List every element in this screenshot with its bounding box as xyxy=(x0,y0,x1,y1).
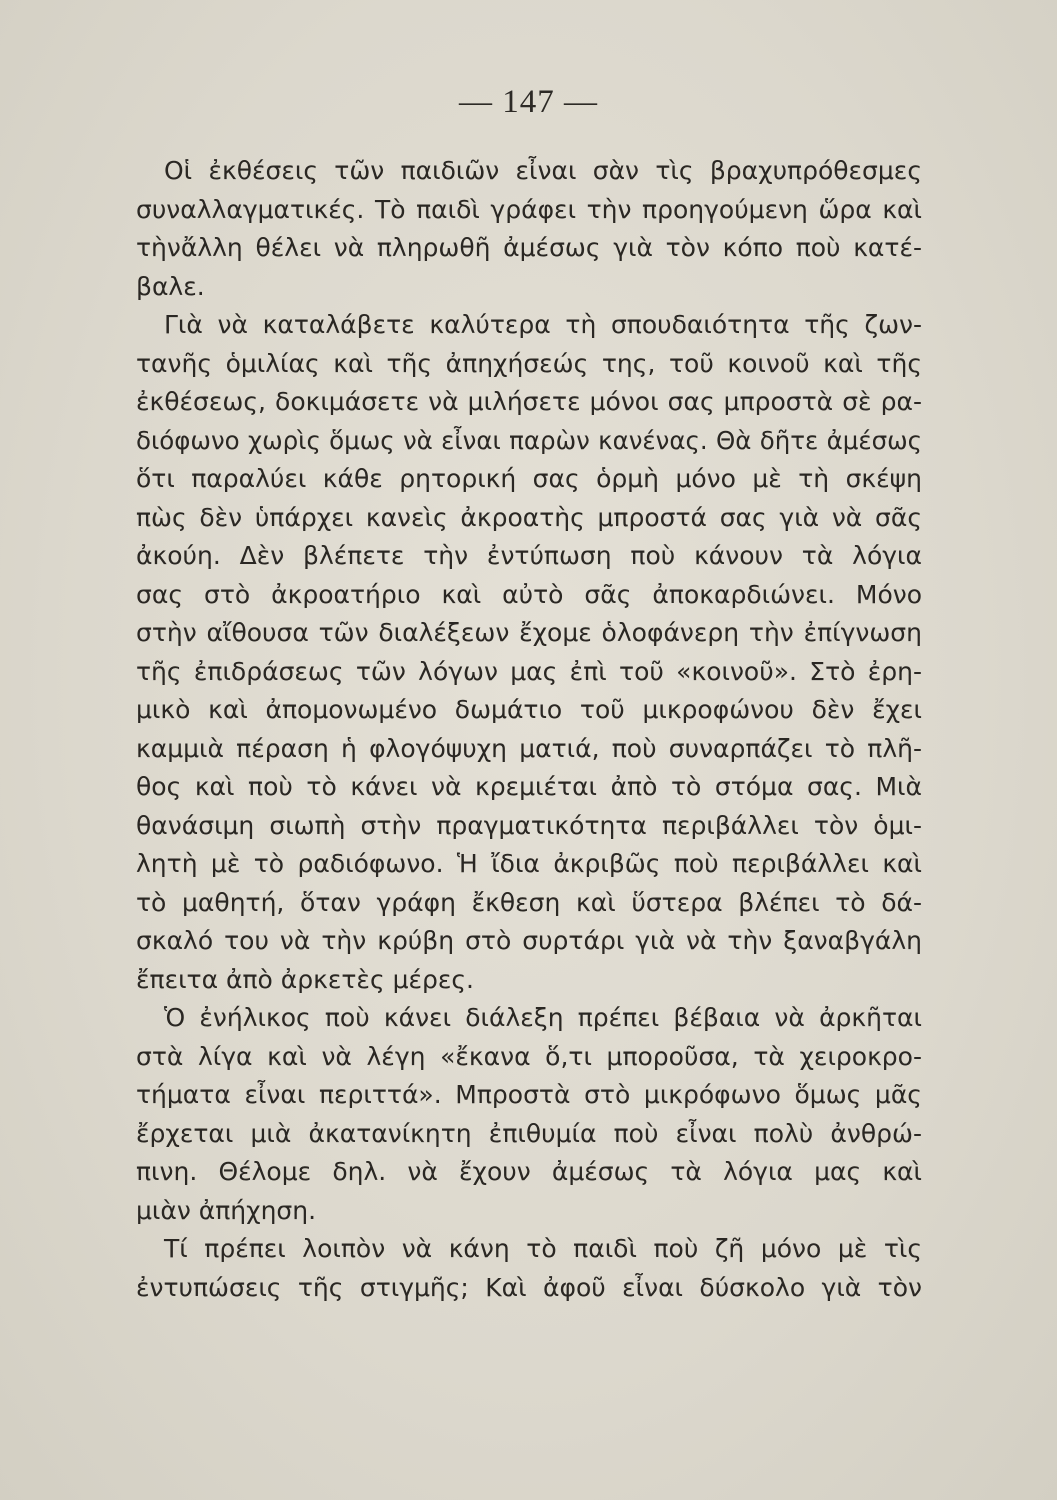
text-line: Οἱ ἐκθέσεις τῶν παιδιῶν εἶναι σὰν τὶς βραχυπρόθεσμες xyxy=(164,156,922,185)
text-line: Γιὰ νὰ καταλάβετε καλύτερα τὴ σπουδαιότητα τῆς ζων- xyxy=(164,310,922,339)
text-line: Τί πρέπει λοιπὸν νὰ κάνη τὸ παιδὶ ποὺ ζῆ μόνο μὲ τὶς xyxy=(164,1234,922,1263)
text-line: τὸ μαθητή, ὅταν γράφη ἔκθεση καὶ ὕστερα βλέπει τὸ δά- xyxy=(136,887,922,917)
body-text xyxy=(136,152,922,1307)
text-line: λητὴ μὲ τὸ ραδιόφωνο. Ἡ ἴδια ἀκριβῶς ποὺ περιβάλλει καὶ xyxy=(136,849,922,878)
text-line: ἐκθέσεως, δοκιμάσετε νὰ μιλήσετε μόνοι σας μπροστὰ σὲ ρα- xyxy=(136,387,922,416)
text-line: μιὰν ἀπήχηση. xyxy=(136,1195,317,1225)
text-line: θανάσιμη σιωπὴ στὴν πραγματικότητα περιβάλλει τὸν ὁμι- xyxy=(136,810,922,840)
text-line: ἔπειτα ἀπὸ ἀρκετὲς μέρες. xyxy=(136,964,474,994)
text-line: θος καὶ ποὺ τὸ κάνει νὰ κρεμιέται ἀπὸ τὸ στόμα σας. Μιὰ xyxy=(136,772,922,801)
text-line: ἀκούη. Δὲν βλέπετε τὴν ἐντύπωση ποὺ κάνουν τὰ λόγια xyxy=(136,541,922,570)
text-line: στὰ λίγα καὶ νὰ λέγη «ἔκανα ὅ,τι μποροῦσα, τὰ χειροκρο- xyxy=(136,1041,922,1071)
text-line: ὅτι παραλύει κάθε ρητορική σας ὁρμὴ μόνο μὲ τὴ σκέψη xyxy=(136,464,922,493)
text-line: σκαλό του νὰ τὴν κρύβη στὸ συρτάρι γιὰ νὰ τὴν ξαναβγάλη xyxy=(136,926,922,955)
text-line: ἔρχεται μιὰ ἀκατανίκητη ἐπιθυμία ποὺ εἶναι πολὺ ἀνθρώ- xyxy=(136,1118,922,1148)
text-line: μικὸ καὶ ἀπομονωμένο δωμάτιο τοῦ μικροφώνου δὲν ἔχει xyxy=(136,695,922,724)
text-line: τῆς ἐπιδράσεως τῶν λόγων μας ἐπὶ τοῦ «κοινοῦ». Στὸ ἐρη- xyxy=(136,656,922,686)
text-line: συναλλαγματικές. Τὸ παιδὶ γράφει τὴν προηγούμενη ὥρα καὶ xyxy=(136,194,922,224)
text-line: καμμιὰ πέραση ἡ φλογόψυχη ματιά, ποὺ συναρπάζει τὸ πλῆ- xyxy=(136,733,922,763)
text-line: πὼς δὲν ὑπάρχει κανεὶς ἀκροατὴς μπροστά σας γιὰ νὰ σᾶς xyxy=(136,502,922,532)
text-line: σας στὸ ἀκροατήριο καὶ αὐτὸ σᾶς ἀποκαρδιώνει. Μόνο xyxy=(136,579,922,609)
text-line: διόφωνο χωρὶς ὅμως νὰ εἶναι παρὼν κανένας. Θὰ δῆτε ἀμέσως xyxy=(136,425,922,455)
text-line: Ὁ ἐνήλικος ποὺ κάνει διάλεξη πρέπει βέβαια νὰ ἀρκῆται xyxy=(164,1003,922,1032)
text-line: στὴν αἴθουσα τῶν διαλέξεων ἔχομε ὁλοφάνερη τὴν ἐπίγνωση xyxy=(136,618,922,647)
text-line: βαλε. xyxy=(136,271,205,301)
text-line: τήματα εἶναι περιττά». Μπροστὰ στὸ μικρόφωνο ὅμως μᾶς xyxy=(136,1080,922,1109)
text-line: ἐντυπώσεις τῆς στιγμῆς; Καὶ ἀφοῦ εἶναι δύσκολο γιὰ τὸν xyxy=(136,1272,922,1302)
page-number: — 147 — xyxy=(459,84,598,120)
text-line: τανῆς ὁμιλίας καὶ τῆς ἀπηχήσεώς της, τοῦ κοινοῦ καὶ τῆς xyxy=(136,348,922,378)
text-line: τὴνἄλλη θέλει νὰ πληρωθῆ ἀμέσως γιὰ τὸν κόπο ποὺ κατέ- xyxy=(136,233,922,262)
text-line: πινη. Θέλομε δηλ. νὰ ἔχουν ἀμέσως τὰ λόγια μας καὶ xyxy=(136,1157,922,1186)
